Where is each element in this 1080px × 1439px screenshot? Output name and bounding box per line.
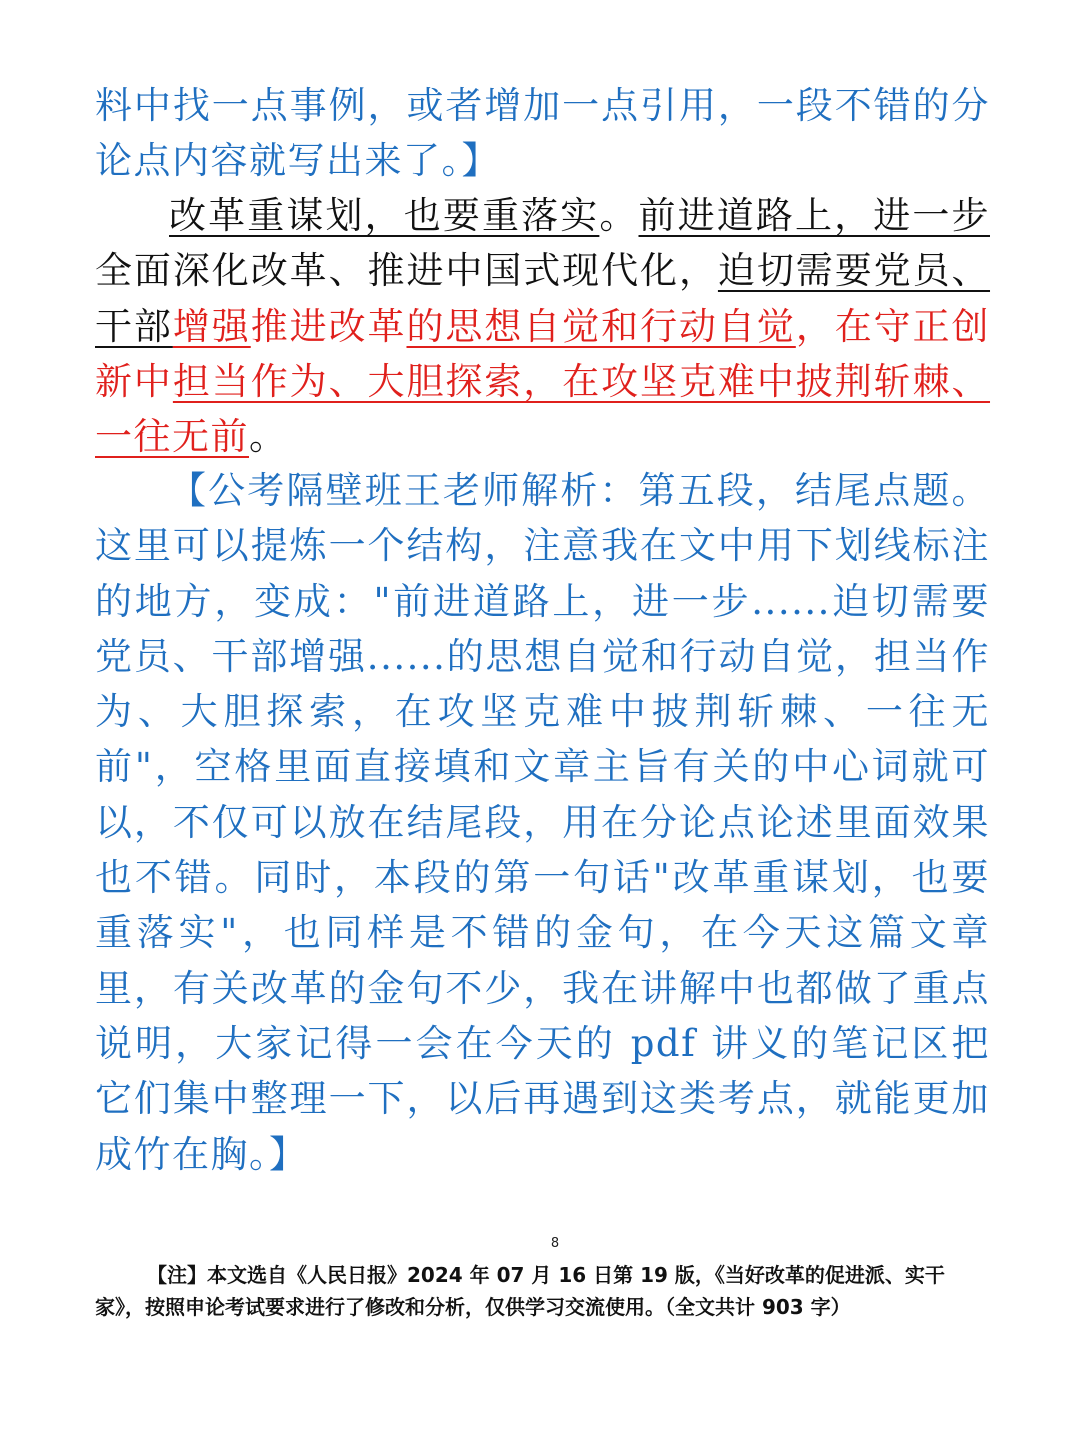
main-underlined-phrase-3: 迫切需要党员、干部 [95,249,991,348]
main-underlined-phrase-2: 前进道路上，进一步 [638,194,990,237]
main-sentence-1: 改革重谋划，也要重落实 [169,194,600,237]
red-underlined-forward: 担当作为、大胆探索，在攻坚克难中披荆斩棘、一往无前 [95,359,991,459]
teacher-analysis: 【公考隔壁班王老师解析：第五段，结尾点题。这里可以提炼一个结构，注意我在文中用下划线标注的地方，变成："前进道路上，进一步......迫切需要党员、干部增强......的思想自觉和行动自觉，担当作为、大胆探索，在攻坚克难中披荆斩棘、一往无前"，空格里面直接填和文章主旨有关的中心词就可以，不仅可以放在结尾段，用在分论点论述里面效果也不错。同时，本段的第一句话"改革重谋划，也要重落实"，也同样是不错的金句，在今天这篇文章里，有关改革的金句不少，我在讲解中也都做了重点说明，大家记得一会在今天的 pdf 讲义的笔记区把它们集中整理一下，以后再遇到这类考点，就能更加成竹在胸。】 [95,469,990,1176]
page-number: 8 [550,1236,560,1251]
red-text-reform: 推进改革 [250,304,407,348]
red-underlined-strengthen: 增强 [172,304,251,348]
main-punct-1: 。 [599,194,639,237]
main-plain-text: 全面深化改革、推进中国式现代化， [95,249,718,293]
source-footnote: 【注】本文选自《人民日报》2024 年 07 月 16 日第 19 版，《当好改革的促进派、实干家》，按照申论考试要求进行了修改和分析，仅供学习交流使用。（全文共计 903 字） [95,1263,945,1319]
main-period: 。 [249,415,288,459]
red-text-innovation: ，在守正创新中 [95,304,991,403]
main-paragraph [95,188,990,464]
red-underlined-awareness: 的思想自觉和行动自觉 [406,304,796,348]
analysis-continuation: 料中找一点事例，或者增加一点引用，一段不错的分论点内容就写出来了。】 [95,84,990,183]
